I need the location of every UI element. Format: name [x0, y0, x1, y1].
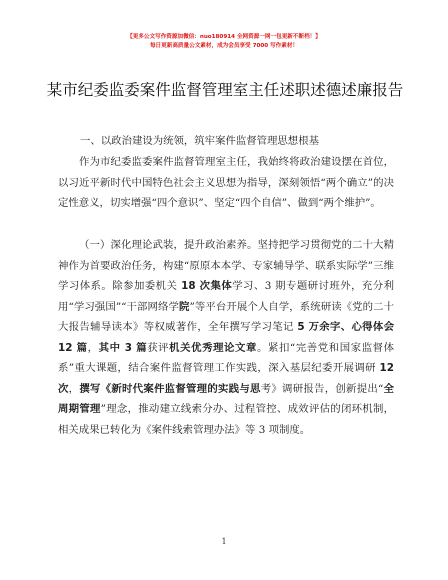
text-run: ”理念，推动建立线索分办、过程管控、成效评估的闭环机制，相关成果已转化为《案件线索管理办法》等 3 项制度。 [58, 403, 394, 436]
bold-run: 撰写《新时代案件监督管理的实践与思 [79, 382, 261, 395]
bold-run: 全周期管理 [58, 382, 395, 415]
promo-banner-line2: 每日更新高质量公文素材，成为会员享受 7000 写作素材！ [149, 43, 299, 49]
bold-run: 12 次 [58, 362, 394, 395]
text-run: ”等平台开展个人自学，系统研读《党的二十大报告辅导读本》等权威著作，全年撰写学习笔记 [58, 300, 395, 333]
section-heading: 一、以政治建设为统领，筑牢案件监督管理思想根基 [80, 135, 319, 147]
bold-run: 5 万余字、心得体会 12 篇 [58, 321, 394, 354]
text-run: 获评 [147, 341, 170, 354]
text-run: 。紧扣“完善党和国家监督体系”重大课题，结合案件监督管理工作实践，深入基层纪委开展调研 [58, 341, 395, 374]
bold-run: 18 次集体 [181, 280, 233, 292]
text-run: ， [87, 341, 99, 354]
paragraph-intro: 作为市纪委监委案件监督管理室主任，我始终将政治建设摆在首位，以习近平新时代中国特色社会主义思想为指导，深刻领悟“两个确立”的决定性意义，切实增强“四个意识”、坚定“四个自信”、做到“两个维护”。 [58, 156, 394, 209]
bold-run: 其中 3 篇 [98, 341, 148, 354]
document-title: 某市纪委监委案件监督管理室主任述职述德述廉报告 [46, 81, 404, 99]
text-run: ， [68, 382, 80, 395]
bold-run: 机关优秀理论文章 [169, 341, 257, 354]
bold-run: 院 [178, 300, 190, 313]
page-number: 1 [221, 537, 227, 546]
text-run: （一）深化理论武装，提升政治素养。坚持把学习贯彻党的二十大精神作为首要政治任务，构建“原原本本学、专家辅导学、联系实际学”三维学习体系。除参加委机关 [58, 239, 394, 292]
text-run: 考》调研报告，创新提出“ [260, 382, 384, 395]
text-run: 学习、3 期专题研讨班外，充分利用“学习强国”“干部网络学 [58, 280, 395, 313]
paragraph-theory-study [58, 235, 394, 440]
promo-banner-line1: 【更多公文写作资源加微信：nuo180914 全网资源一网一包更新不断档！】 [127, 34, 321, 40]
